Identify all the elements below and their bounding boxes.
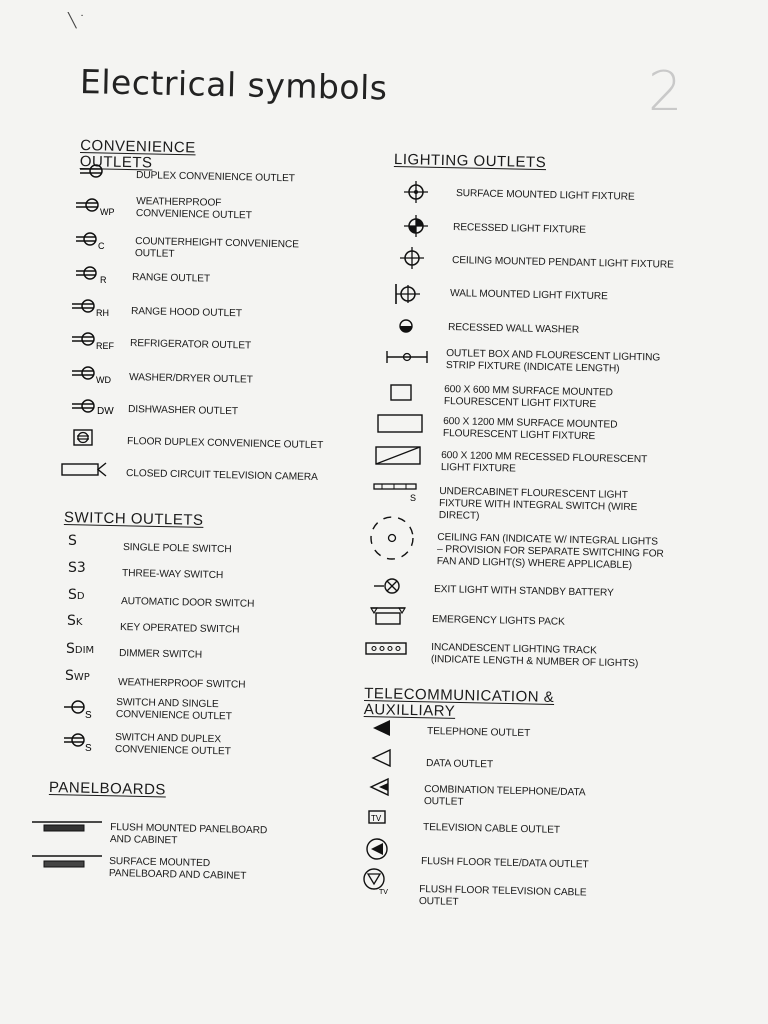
weatherproof-switch-label: WEATHERPROOF SWITCH <box>117 677 246 691</box>
svg-text:WD: WD <box>96 375 111 384</box>
pendant-light-fixture-icon <box>398 246 426 270</box>
weatherproof-switch-symbol: SWP <box>65 668 90 684</box>
range-outlet-label: RANGE OUTLET <box>131 272 211 285</box>
three-way-switch-label: THREE-WAY SWITCH <box>121 568 224 582</box>
fluorescent-strip-icon <box>384 348 430 366</box>
svg-text:REF: REF <box>96 341 114 350</box>
automatic-door-switch-symbol: SD <box>68 587 85 603</box>
dishwasher-outlet-icon <box>70 397 122 417</box>
panelboards-heading: PANELBOARDS <box>48 779 167 799</box>
duplex-outlet-icon <box>78 162 108 180</box>
pendant-light-fixture-label: CEILING MOUNTED PENDANT LIGHT FIXTURE <box>451 255 674 271</box>
surface-fluorescent-1200-label: 600 X 1200 MM SURFACE MOUNTED FLOURESCENT LIGHT FIXTURE <box>442 416 618 443</box>
floor-duplex-outlet-icon <box>72 428 96 448</box>
switch-duplex-outlet-label: SWITCH AND DUPLEX CONVENIENCE OUTLET <box>114 732 231 758</box>
refrigerator-outlet-label: REFRIGERATOR OUTLET <box>129 338 252 352</box>
counterheight-outlet-label: COUNTERHEIGHT CONVENIENCE OUTLET <box>134 236 299 260</box>
svg-text:S: S <box>85 710 92 720</box>
washer-dryer-outlet-icon <box>70 364 120 384</box>
flush-panelboard-icon <box>32 818 104 836</box>
recessed-wall-washer-icon <box>396 316 416 336</box>
page-number: 2 <box>648 60 683 123</box>
svg-text:R: R <box>100 275 107 284</box>
data-outlet-label: DATA OUTLET <box>425 758 494 771</box>
surface-light-fixture-label: SURFACE MOUNTED LIGHT FIXTURE <box>455 188 635 203</box>
single-pole-switch-label: SINGLE POLE SWITCH <box>122 542 232 556</box>
emergency-lights-pack-icon <box>368 604 408 628</box>
svg-text:S: S <box>410 493 417 503</box>
cctv-camera-icon <box>60 460 110 480</box>
range-hood-outlet-label: RANGE HOOD OUTLET <box>130 306 243 320</box>
dimmer-switch-label: DIMMER SWITCH <box>118 648 203 661</box>
exit-light-label: EXIT LIGHT WITH STANDBY BATTERY <box>433 584 614 599</box>
recessed-fluorescent-1200-icon <box>374 444 426 468</box>
surface-light-fixture-icon <box>402 180 430 204</box>
television-cable-outlet-label: TELEVISION CABLE OUTLET <box>422 822 561 836</box>
flush-floor-tv-cable-icon <box>360 866 394 896</box>
svg-text:TV: TV <box>379 889 388 896</box>
combination-outlet-label: COMBINATION TELEPHONE/DATA OUTLET <box>423 784 586 808</box>
surface-fluorescent-600-icon <box>388 382 416 404</box>
flush-floor-tele-data-icon <box>364 836 392 862</box>
surface-fluorescent-1200-icon <box>376 412 426 436</box>
undercabinet-fluorescent-icon <box>372 480 424 504</box>
weatherproof-outlet-icon <box>74 196 124 216</box>
floor-duplex-outlet-label: FLOOR DUPLEX CONVENIENCE OUTLET <box>126 436 324 452</box>
counterheight-outlet-icon <box>74 230 114 250</box>
ceiling-fan-icon <box>366 514 418 562</box>
lighting-outlets-heading: LIGHTING OUTLETS <box>393 151 547 172</box>
telecommunication-heading: TELECOMMUNICATION & AUXILLIARY <box>363 685 555 720</box>
lighting-track-label: INCANDESCENT LIGHTING TRACK (INDICATE LENGTH & NUMBER OF LIGHTS) <box>430 642 639 670</box>
svg-text:C: C <box>98 241 105 250</box>
flush-floor-tv-cable-label: FLUSH FLOOR TELEVISION CABLE OUTLET <box>418 884 587 908</box>
svg-text:WP: WP <box>100 207 115 216</box>
surface-fluorescent-600-label: 600 X 600 MM SURFACE MOUNTED FLOURESCENT LIGHT FIXTURE <box>443 384 613 411</box>
recessed-fluorescent-1200-label: 600 X 1200 MM RECESSED FLOURESCENT LIGHT FIXTURE <box>440 450 648 475</box>
svg-text:TV: TV <box>371 814 382 823</box>
svg-text:RH: RH <box>96 308 109 317</box>
svg-text:S: S <box>85 743 92 753</box>
switch-single-outlet-icon <box>62 698 98 720</box>
three-way-switch-symbol: S3 <box>68 560 86 576</box>
cctv-camera-label: CLOSED CIRCUIT TELEVISION CAMERA <box>125 468 318 484</box>
page-title: Electrical symbols <box>79 62 388 108</box>
key-operated-switch-symbol: SK <box>67 613 83 629</box>
duplex-outlet-label: DUPLEX CONVENIENCE OUTLET <box>135 170 295 185</box>
scan-mark: ╲ ˙ <box>68 12 85 28</box>
svg-text:DW: DW <box>97 406 114 417</box>
telephone-outlet-icon <box>370 718 394 738</box>
convenience-outlets-heading: CONVENIENCE OUTLETS <box>79 137 196 172</box>
emergency-lights-pack-label: EMERGENCY LIGHTS PACK <box>431 614 565 628</box>
range-hood-outlet-icon <box>70 297 120 317</box>
data-outlet-icon <box>370 748 394 768</box>
wall-light-fixture-icon <box>392 282 426 306</box>
surface-panelboard-icon <box>32 852 104 870</box>
flush-floor-tele-data-label: FLUSH FLOOR TELE/DATA OUTLET <box>420 856 589 871</box>
ceiling-fan-label: CEILING FAN (INDICATE W/ INTEGRAL LIGHTS – PROVISION FOR SEPARATE SWITCHING FOR FAN AND LIGHT(S) WHERE APPLICABLE) <box>436 532 664 572</box>
dishwasher-outlet-label: DISHWASHER OUTLET <box>127 404 239 418</box>
weatherproof-outlet-label: WEATHERPROOF CONVENIENCE OUTLET <box>135 196 252 222</box>
switch-outlets-heading: SWITCH OUTLETS <box>63 509 204 529</box>
switch-single-outlet-label: SWITCH AND SINGLE CONVENIENCE OUTLET <box>115 697 232 723</box>
undercabinet-fluorescent-label: UNDERCABINET FLOURESCENT LIGHT FIXTURE WITH INTEGRAL SWITCH (WIRE DIRECT) <box>438 486 638 522</box>
recessed-wall-washer-label: RECESSED WALL WASHER <box>447 322 580 336</box>
flush-panelboard-label: FLUSH MOUNTED PANELBOARD AND CABINET <box>109 822 268 847</box>
recessed-light-fixture-icon <box>402 214 430 238</box>
wall-light-fixture-label: WALL MOUNTED LIGHT FIXTURE <box>449 288 608 303</box>
washer-dryer-outlet-label: WASHER/DRYER OUTLET <box>128 372 253 386</box>
switch-duplex-outlet-icon <box>62 731 98 753</box>
television-cable-outlet-icon <box>366 808 392 828</box>
refrigerator-outlet-icon <box>70 330 126 350</box>
lighting-track-icon <box>364 640 410 658</box>
automatic-door-switch-label: AUTOMATIC DOOR SWITCH <box>120 596 255 610</box>
recessed-light-fixture-label: RECESSED LIGHT FIXTURE <box>452 222 587 236</box>
surface-panelboard-label: SURFACE MOUNTED PANELBOARD AND CABINET <box>108 856 247 882</box>
key-operated-switch-label: KEY OPERATED SWITCH <box>119 622 240 636</box>
exit-light-icon <box>372 576 406 596</box>
combination-outlet-icon <box>368 776 392 798</box>
dimmer-switch-symbol: SDIM <box>66 641 95 657</box>
single-pole-switch-symbol: S <box>68 533 77 549</box>
telephone-outlet-label: TELEPHONE OUTLET <box>426 726 531 740</box>
fluorescent-strip-label: OUTLET BOX AND FLOURESCENT LIGHTING STRIP FIXTURE (INDICATE LENGTH) <box>445 348 661 375</box>
range-outlet-icon <box>74 264 114 284</box>
